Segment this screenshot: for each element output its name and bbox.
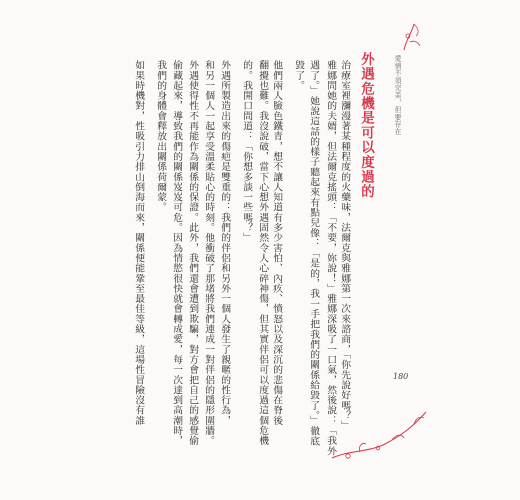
text-column-11: 偷藏起來，導致我們的關係岌岌可危。因為情慾很快就會轉成愛，每一次達到高潮時，	[171, 60, 183, 446]
vine-ornament-icon	[400, 22, 428, 52]
text-column-12: 我們的身體會釋放出關係荷爾蒙。	[155, 60, 167, 213]
text-column-13: 如果時機對，性吸引力排山倒海而來，關係便能鞏至最佳等級，這場性冒險沒有誰	[133, 60, 145, 426]
text-column-8: 外遇所製造出來的傷疤是雙重的：我們的伴侶和另外一個人發生了親暱的性行為，	[219, 60, 231, 426]
text-column-3: 遇了。」她說這話的樣子聽起來有點兒像：「是的，我一手把我們的關係給毀了。」徹底	[308, 60, 320, 447]
text-column-2: 雅娜問她的夫婿，但法爾克搖頭：「不要，妳說！」雅娜深吸了一口氣，然後說：「我外	[325, 60, 337, 456]
text-column-6: 翻攪也難。我沒說破，當下心想外遇固然令人心碎神傷，但其實伴侶可以度過這個危機	[257, 60, 269, 446]
section-heading: 外遇危機是可以度過的	[358, 52, 374, 199]
text-column-1: 治療室裡瀰漫著某種程度的火藥味，法爾克與雅娜第一次來諮商，「你先說好嗎？」	[339, 60, 351, 431]
text-column-4: 毀了。	[293, 60, 305, 91]
text-column-5: 他們兩人臉色鐵青，想不讓人知道有多少害怕、內疚、憤怒以及深沉的悲傷在脊後	[271, 60, 283, 426]
page-number: 180	[393, 372, 409, 381]
running-header: 愛情不須完美，但要存在	[393, 55, 401, 136]
text-column-7: 的。我開口問道：「你想多談一些嗎？」	[241, 60, 253, 243]
rose-vine-ornament-icon	[330, 400, 430, 470]
text-column-9: 和另一個人一起享受溫柔貼心的時刻。他衝破了那堵將我們連成一對伴侶的隱形圍牆。	[203, 60, 215, 446]
text-column-10: 外遇使得性不再能作為關係的保證。此外，我們還會遭到欺騙，對方會把自己的感覺偷	[187, 60, 199, 446]
